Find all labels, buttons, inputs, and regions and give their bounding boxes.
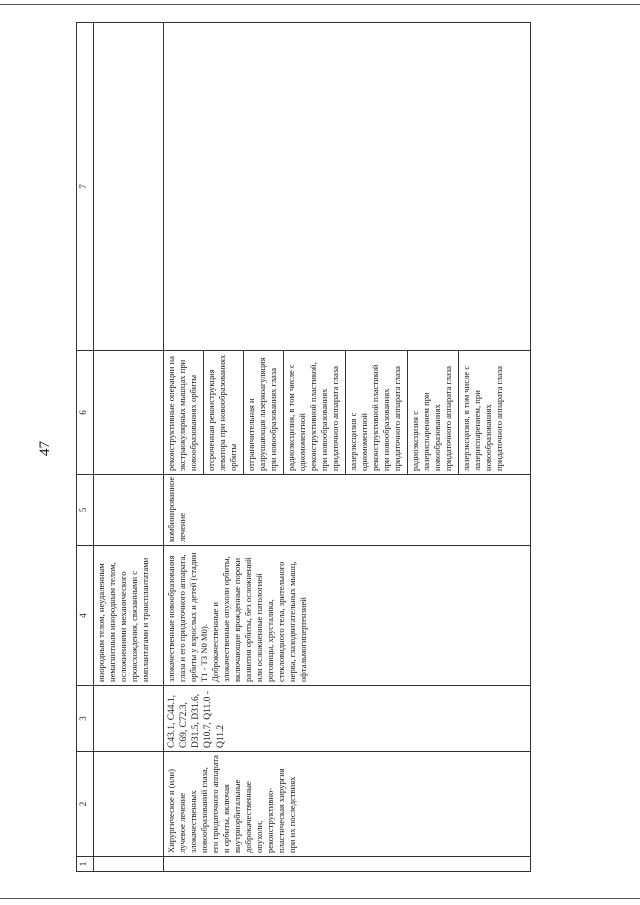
procedure-item: радиоэксцизия, в том числе с одномоментной реконструктивной пластикой, при новообразованиях придаточного аппарата глаза xyxy=(283,351,341,474)
row-cell-5: комбинированное лечение xyxy=(164,475,531,546)
row-cell-4: злокачественные новообразования глаза и его придаточного аппарата, орбиты у взрослых и детей (стадии T1 - T3 N0 M0). Доброкачественные и злокачественные опухоли орбиты, включающие врожденные пороки развития орбиты, без осложнений или осложненные патологией роговицы, хрусталика, стекловидного тела, зрительного нерва, глазодвигательных мышц, офтальмогипертензией xyxy=(164,546,531,686)
col-header-5: 5 xyxy=(77,475,94,546)
cont-cell-1 xyxy=(94,857,164,872)
header-row xyxy=(77,23,94,872)
cont-cell-4: инородным телом, неудаленным немагнитным инородным телом, осложнениями механического происхождения, связанными с имплантатами и трансплантатами xyxy=(94,546,164,686)
procedure-item: отграничительная и разрушающая лазеркоагуляция при новообразованиях глаза xyxy=(243,351,279,474)
treatment-table xyxy=(76,22,531,872)
rotated-table-wrapper xyxy=(76,22,531,872)
top-edge-line xyxy=(0,4,640,5)
col-header-1: 1 xyxy=(77,857,94,872)
col-header-6: 6 xyxy=(77,351,94,475)
cont-cell-7 xyxy=(94,23,164,351)
procedure-item: лазерэксцизия, в том числе с лазериспарением, при новообразованиях придаточного аппарата глаза xyxy=(458,351,505,474)
row-cell-1 xyxy=(164,857,531,872)
procedure-item: реконструктивные операции на экстраокулярных мышцах при новообразованиях орбиты xyxy=(166,356,198,471)
procedure-item: лазерэксцизия с одномоментной реконструктивной пластикой при новообразованиях придаточного аппарата глаза xyxy=(345,351,403,474)
col-header-3: 3 xyxy=(77,686,94,752)
row-cell-6 xyxy=(164,351,531,475)
procedure-item: отсроченная реконструкция леватора при новообразованиях орбиты xyxy=(203,351,239,474)
cont-cell-5 xyxy=(94,475,164,546)
row-cell-7 xyxy=(164,23,531,351)
col-header-4: 4 xyxy=(77,546,94,686)
procedure-item: радиоэксцизия с лазериспарением при новообразованиях придаточного аппарата глаза xyxy=(407,351,454,474)
col-header-7: 7 xyxy=(77,23,94,351)
continuation-row xyxy=(94,23,164,872)
cont-cell-2 xyxy=(94,752,164,857)
col-header-2: 2 xyxy=(77,752,94,857)
table-row xyxy=(164,23,531,872)
page-number: 47 xyxy=(37,441,53,456)
bottom-edge-line xyxy=(0,898,640,899)
cont-cell-3 xyxy=(94,686,164,752)
row-cell-3: C43.1, C44.1, C69, C72.3, D31.5, D31.6, Q10.7, Q11.0 - Q11.2 xyxy=(164,686,531,752)
cont-cell-6 xyxy=(94,351,164,475)
row-cell-2: Хирургическое и (или) лучевое лечение злокачественных новообразований глаза, его придаточного аппарата и орбиты, включая внутриорбитальные доброкачественные опухоли, реконструктивно-пластическая хирургия при их последствиях xyxy=(164,752,531,857)
